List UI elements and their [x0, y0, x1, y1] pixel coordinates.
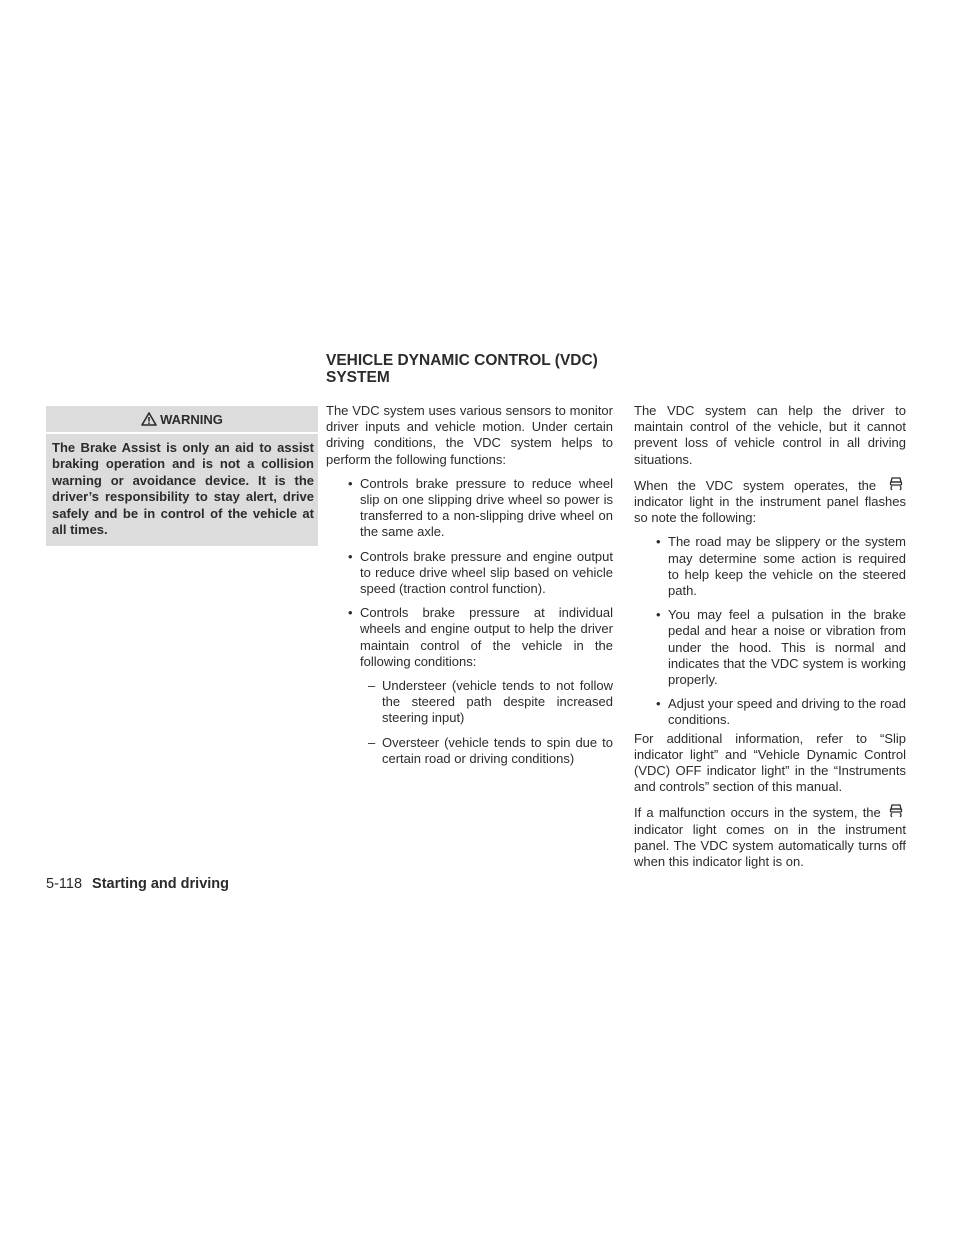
list-item: • The road may be slippery or the system may determine some action is required to help keep the vehicle on the steered path. [634, 534, 906, 599]
list-item: • You may feel a pulsation in the brake pedal and hear a noise or vibration from under the hood. This is normal and indicates that the VDC system is working properly. [634, 607, 906, 688]
warning-box [46, 406, 318, 546]
paragraph-text: indicator light comes on in the instrument panel. The VDC system automatically turns off when this indicator light is on. [634, 821, 906, 870]
paragraph-text: indicator light in the instrument panel flashes so note the following: [634, 494, 906, 526]
paragraph-text: If a malfunction occurs in the system, the [634, 805, 881, 821]
warning-triangle-icon [141, 412, 157, 426]
section-heading [326, 352, 626, 386]
list-item: • Controls brake pressure and engine output to reduce drive wheel slip based on vehicle speed (traction control function). [326, 549, 613, 598]
middle-column [326, 403, 613, 775]
heading-line-1: VEHICLE DYNAMIC CONTROL (VDC) [326, 352, 598, 369]
vdc-operation-paragraph [634, 476, 906, 527]
malfunction-paragraph [634, 803, 906, 870]
warning-body: The Brake Assist is only an aid to assist braking operation and is not a collision warning or avoidance device. It is the driver’s responsibility to stay alert, drive safely and be in control of the vehicle at all times. [52, 440, 314, 538]
page-number: 5-118 [46, 876, 83, 892]
warning-title: WARNING [160, 411, 223, 427]
slip-indicator-icon [888, 803, 904, 819]
vdc-notes-list [634, 534, 906, 728]
conditions-list [360, 678, 613, 767]
right-column [634, 403, 906, 878]
vdc-functions-list [326, 476, 613, 767]
sub-list-item: – Oversteer (vehicle tends to spin due to certain road or driving conditions) [360, 735, 613, 767]
list-item: • Adjust your speed and driving to the road conditions. [634, 696, 906, 728]
vdc-limitation-paragraph: The VDC system can help the driver to maintain control of the vehicle, but it cannot prevent loss of vehicle control in all driving situations. [634, 403, 906, 467]
slip-indicator-icon [888, 476, 904, 492]
vdc-intro: The VDC system uses various sensors to monitor driver inputs and vehicle motion. Under certain driving conditions, the VDC system helps to perform the following functions: [326, 403, 613, 467]
warning-header [46, 406, 318, 432]
chapter-title: Starting and driving [92, 876, 229, 892]
list-item-text: Controls brake pressure at individual wheels and engine output to help the driver maintain control of the vehicle in the following conditions: [360, 605, 613, 669]
list-item [326, 605, 613, 767]
sub-list-item: – Understeer (vehicle tends to not follow the steered path despite increased steering input) [360, 678, 613, 727]
list-item: • Controls brake pressure to reduce wheel slip on one slipping drive wheel so power is transferred to a non-slipping drive wheel on the same axle. [326, 476, 613, 541]
additional-info-paragraph: For additional information, refer to “Slip indicator light” and “Vehicle Dynamic Control (VDC) OFF indicator light” in the “Instruments and controls” section of this manual. [634, 730, 906, 795]
heading-line-2: SYSTEM [326, 369, 390, 386]
page-footer [46, 876, 229, 892]
paragraph-text: When the VDC system operates, the [634, 477, 877, 493]
